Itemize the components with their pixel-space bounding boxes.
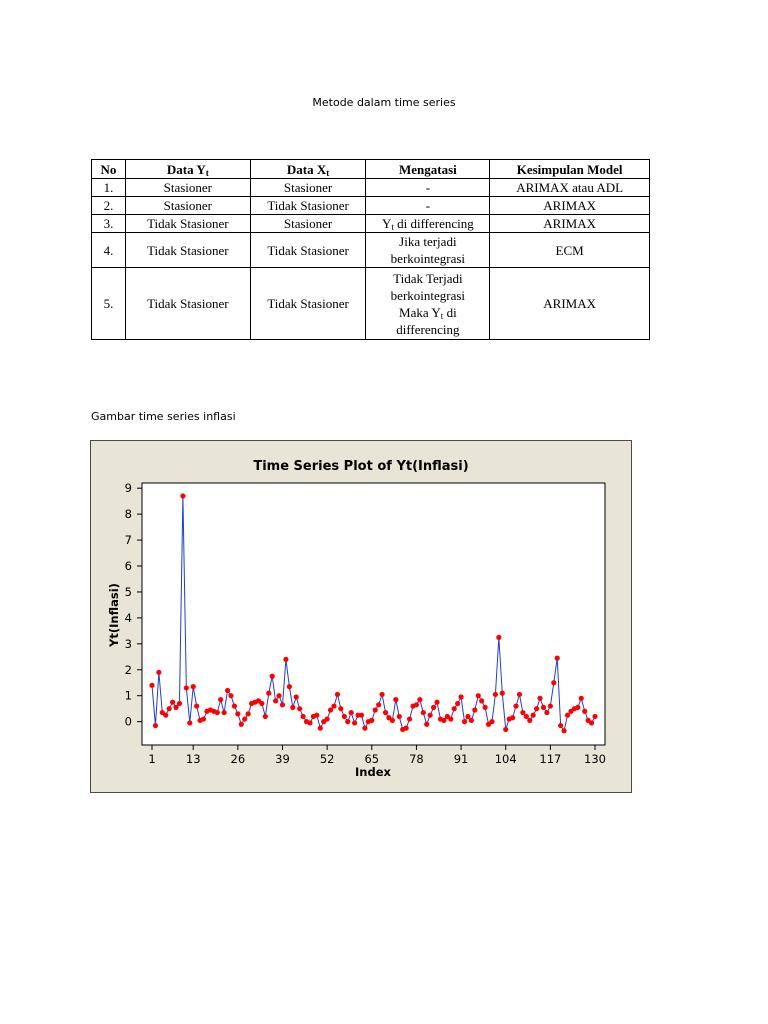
cell-mengatasi: Tidak Terjadi berkointegrasi Maka $Y_t$ di differencing <box>366 268 490 340</box>
cell-model: ARIMAX <box>490 215 650 233</box>
data-point <box>242 716 247 721</box>
data-point <box>517 692 522 697</box>
data-point <box>379 692 384 697</box>
data-point <box>513 703 518 708</box>
data-point <box>548 703 553 708</box>
x-tick-label: 130 <box>584 752 606 766</box>
cell-data-y: Stasioner <box>125 179 250 197</box>
x-axis-label: Index <box>355 765 391 779</box>
data-point <box>390 718 395 723</box>
header-data-x: Data $X_t$ <box>250 160 366 179</box>
table-row <box>92 268 650 340</box>
data-point <box>228 693 233 698</box>
data-point <box>431 705 436 710</box>
data-point <box>417 697 422 702</box>
data-point <box>270 674 275 679</box>
data-point <box>314 713 319 718</box>
y-tick-label: 1 <box>124 688 132 703</box>
data-point <box>287 684 292 689</box>
cell-model: ECM <box>490 233 650 268</box>
cell-mengatasi: Jika terjadi berkointegrasi <box>366 233 490 268</box>
data-point <box>383 710 388 715</box>
data-point <box>376 702 381 707</box>
data-point <box>273 698 278 703</box>
data-point <box>180 493 185 498</box>
header-no: No <box>92 160 126 179</box>
cell-mengatasi: $Y_t$ di differencing <box>366 215 490 233</box>
y-axis-label: Yt(Inflasi) <box>107 583 121 647</box>
data-point <box>290 705 295 710</box>
data-point <box>579 696 584 701</box>
y-tick-label: 3 <box>124 636 132 651</box>
x-tick-label: 39 <box>275 752 290 766</box>
header-kesimpulan-model: Kesimpulan Model <box>490 160 650 179</box>
data-point <box>462 719 467 724</box>
data-point <box>561 728 566 733</box>
data-point <box>218 697 223 702</box>
data-point <box>565 713 570 718</box>
data-point <box>575 705 580 710</box>
data-point <box>448 716 453 721</box>
data-point <box>331 703 336 708</box>
cell-data-x: Tidak Stasioner <box>250 233 366 268</box>
data-point <box>424 722 429 727</box>
data-point <box>428 713 433 718</box>
chart-title: Time Series Plot of Yt(Inflasi) <box>253 459 469 474</box>
data-point <box>177 701 182 706</box>
data-point <box>582 709 587 714</box>
document-title: Metode dalam time series <box>312 96 456 109</box>
x-tick-label: 65 <box>364 752 380 766</box>
data-point <box>215 710 220 715</box>
chart-frame <box>90 440 632 793</box>
data-point <box>489 719 494 724</box>
cell-model: ARIMAX <box>490 197 650 215</box>
cell-mengatasi: - <box>366 197 490 215</box>
data-point <box>349 710 354 715</box>
x-axis <box>148 745 606 766</box>
cell-data-x: Tidak Stasioner <box>250 268 366 340</box>
methods-table <box>91 159 650 340</box>
data-point <box>455 701 460 706</box>
data-point <box>201 716 206 721</box>
y-tick-label: 4 <box>124 610 132 625</box>
data-point <box>328 707 333 712</box>
data-point <box>476 693 481 698</box>
data-point <box>421 710 426 715</box>
data-point <box>397 714 402 719</box>
cell-data-y: Tidak Stasioner <box>125 268 250 340</box>
x-tick-label: 104 <box>494 752 517 766</box>
cell-data-x: Stasioner <box>250 179 366 197</box>
data-point <box>301 714 306 719</box>
data-point <box>307 720 312 725</box>
table-row <box>92 197 650 215</box>
data-point <box>184 685 189 690</box>
data-point <box>235 711 240 716</box>
data-point <box>259 701 264 706</box>
data-point <box>472 707 477 712</box>
y-axis <box>125 481 142 728</box>
data-point <box>153 723 158 728</box>
data-point <box>194 703 199 708</box>
table-row <box>92 179 650 197</box>
data-point <box>338 706 343 711</box>
cell-no: 1. <box>92 179 126 197</box>
y-tick-label: 5 <box>124 584 132 599</box>
table-row <box>92 233 650 268</box>
cell-data-y: Tidak Stasioner <box>125 233 250 268</box>
table-header-row <box>92 160 650 179</box>
cell-model: ARIMAX atau ADL <box>490 179 650 197</box>
data-point <box>345 719 350 724</box>
data-point <box>524 714 529 719</box>
x-tick-label: 1 <box>148 752 156 766</box>
x-tick-label: 117 <box>539 752 562 766</box>
data-point <box>520 710 525 715</box>
data-point <box>191 684 196 689</box>
data-point <box>452 706 457 711</box>
data-point <box>531 713 536 718</box>
header-data-y: Data $Y_t$ <box>125 160 250 179</box>
data-point <box>434 700 439 705</box>
data-point <box>458 694 463 699</box>
data-point <box>404 726 409 731</box>
data-point <box>534 706 539 711</box>
data-point <box>369 718 374 723</box>
y-tick-label: 7 <box>124 533 132 548</box>
time-series-chart <box>91 441 631 792</box>
cell-mengatasi: - <box>366 179 490 197</box>
figure-caption: Gambar time series inflasi <box>91 410 236 423</box>
data-point <box>283 657 288 662</box>
cell-no: 5. <box>92 268 126 340</box>
x-tick-label: 13 <box>185 752 201 766</box>
y-tick-label: 6 <box>124 559 132 574</box>
data-point <box>239 722 244 727</box>
y-tick-label: 0 <box>124 714 132 729</box>
y-tick-label: 2 <box>124 662 132 677</box>
data-point <box>246 711 251 716</box>
cell-data-y: Stasioner <box>125 197 250 215</box>
data-point <box>276 693 281 698</box>
y-tick-label: 9 <box>124 481 132 496</box>
data-point <box>318 726 323 731</box>
data-point <box>544 710 549 715</box>
y-tick-label: 8 <box>124 507 132 522</box>
data-point <box>493 692 498 697</box>
data-point <box>266 691 271 696</box>
data-point <box>441 718 446 723</box>
data-point <box>393 697 398 702</box>
data-point <box>527 718 532 723</box>
x-tick-label: 52 <box>319 752 335 766</box>
data-point <box>167 706 172 711</box>
data-point <box>297 706 302 711</box>
data-point <box>362 726 367 731</box>
data-point <box>359 713 364 718</box>
x-tick-label: 78 <box>409 752 424 766</box>
data-point <box>187 720 192 725</box>
data-point <box>414 702 419 707</box>
data-point <box>537 696 542 701</box>
data-point <box>500 691 505 696</box>
data-point <box>592 714 597 719</box>
data-point <box>541 705 546 710</box>
data-point <box>163 713 168 718</box>
data-point <box>232 703 237 708</box>
data-point <box>222 710 227 715</box>
data-point <box>465 714 470 719</box>
data-point <box>479 698 484 703</box>
data-point <box>170 700 175 705</box>
data-point <box>263 714 268 719</box>
data-point <box>373 707 378 712</box>
cell-data-x: Tidak Stasioner <box>250 197 366 215</box>
cell-no: 4. <box>92 233 126 268</box>
data-point <box>469 718 474 723</box>
data-point <box>335 692 340 697</box>
data-point <box>407 716 412 721</box>
cell-data-x: Stasioner <box>250 215 366 233</box>
x-tick-label: 91 <box>453 752 469 766</box>
data-point <box>503 727 508 732</box>
data-point <box>483 705 488 710</box>
data-point <box>342 714 347 719</box>
plot-area <box>142 483 605 745</box>
data-point <box>280 702 285 707</box>
data-point <box>352 720 357 725</box>
data-point <box>589 720 594 725</box>
data-point <box>325 716 330 721</box>
x-tick-label: 26 <box>230 752 246 766</box>
data-point <box>558 723 563 728</box>
table-row <box>92 215 650 233</box>
data-point <box>156 670 161 675</box>
data-point <box>551 680 556 685</box>
data-point <box>510 715 515 720</box>
cell-no: 2. <box>92 197 126 215</box>
data-point <box>294 694 299 699</box>
data-point <box>225 688 230 693</box>
cell-data-y: Tidak Stasioner <box>125 215 250 233</box>
data-point <box>496 635 501 640</box>
data-point <box>173 705 178 710</box>
data-point <box>149 683 154 688</box>
data-point <box>555 656 560 661</box>
cell-model: ARIMAX <box>490 268 650 340</box>
cell-no: 3. <box>92 215 126 233</box>
header-mengatasi: Mengatasi <box>366 160 490 179</box>
